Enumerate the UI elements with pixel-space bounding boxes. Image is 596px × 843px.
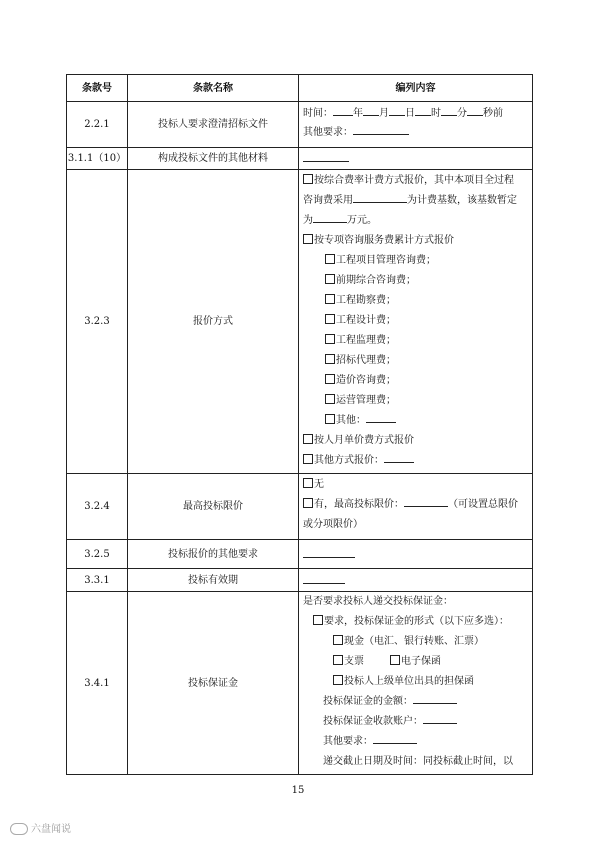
clause-no: 3.3.1	[67, 569, 128, 592]
option-text: 其他方式报价：	[314, 455, 384, 466]
blank-field[interactable]	[384, 452, 414, 463]
unit-text: 时	[431, 108, 441, 119]
table-row	[67, 592, 533, 775]
unit-text: 分	[457, 108, 467, 119]
header-clause-no: 条款号	[67, 75, 128, 102]
unit-text: 秒前	[483, 108, 503, 119]
checkbox[interactable]	[325, 254, 335, 264]
checkbox[interactable]	[303, 174, 313, 184]
fee-item	[303, 271, 528, 291]
option-text: 为	[303, 215, 313, 226]
checkbox[interactable]	[333, 635, 343, 645]
watermark-text: 六盘闻说	[31, 824, 71, 835]
option-text: 现金（电汇、银行转账、汇票）	[344, 636, 484, 647]
clause-no: 3.2.5	[67, 540, 128, 569]
checkbox[interactable]	[325, 374, 335, 384]
option-line	[303, 732, 528, 752]
table-row	[67, 474, 533, 540]
clause-name: 报价方式	[128, 170, 299, 474]
option-line	[303, 431, 528, 451]
blank-field[interactable]	[353, 192, 407, 203]
checkbox[interactable]	[333, 655, 343, 665]
header-clause-name: 条款名称	[128, 75, 299, 102]
checkbox[interactable]	[325, 274, 335, 284]
option-line	[303, 752, 528, 772]
clause-name: 最高投标限价	[128, 474, 299, 540]
option-line	[303, 712, 528, 732]
fee-item-label: 招标代理费；	[336, 355, 396, 366]
checkbox[interactable]	[325, 394, 335, 404]
clause-no: 3.4.1	[67, 592, 128, 775]
clause-name: 投标人要求澄清招标文件	[128, 102, 299, 148]
option-text: 投标人上级单位出具的担保函	[344, 676, 474, 687]
clause-content	[299, 148, 533, 170]
time-line	[303, 104, 528, 123]
option-line	[303, 632, 528, 652]
fee-item-label: 工程监理费；	[336, 335, 396, 346]
fee-item	[303, 291, 528, 311]
clause-table	[66, 74, 533, 775]
fee-item	[303, 331, 528, 351]
clause-content	[299, 170, 533, 474]
checkbox[interactable]	[303, 434, 313, 444]
option-line	[303, 171, 528, 191]
option-line	[303, 672, 528, 692]
option-text: 要求，投标保证金的形式（以下应多选）：	[324, 616, 509, 627]
page-number: 15	[291, 785, 305, 796]
table-row	[67, 569, 533, 592]
checkbox[interactable]	[325, 314, 335, 324]
blank-field[interactable]	[467, 105, 483, 116]
header-row	[67, 75, 533, 102]
checkbox[interactable]	[325, 354, 335, 364]
blank-field[interactable]	[303, 573, 345, 584]
checkbox[interactable]	[303, 498, 313, 508]
option-text: 或分项限价）	[303, 519, 363, 530]
blank-field[interactable]	[423, 713, 457, 724]
blank-field[interactable]	[353, 124, 409, 135]
option-text: 投标保证金收款账户：	[323, 716, 423, 727]
option-text: 电子保函	[401, 656, 441, 667]
blank-field[interactable]	[404, 496, 448, 507]
option-line	[303, 515, 528, 535]
option-text: 按人月单价费方式报价	[314, 435, 414, 446]
clause-no: 3.2.4	[67, 474, 128, 540]
clause-content	[299, 102, 533, 148]
fee-item	[303, 311, 528, 331]
blank-field[interactable]	[313, 212, 347, 223]
blank-field[interactable]	[415, 105, 431, 116]
option-line	[303, 191, 528, 211]
clause-no: 3.1.1（10）	[67, 148, 128, 170]
blank-field[interactable]	[303, 151, 349, 162]
fee-item	[303, 371, 528, 391]
clause-name: 投标有效期	[128, 569, 299, 592]
header-content: 编列内容	[299, 75, 533, 102]
checkbox[interactable]	[303, 454, 313, 464]
option-line	[303, 592, 528, 612]
option-text: 递交截止日期及时间：同投标截止时间，以	[323, 756, 513, 767]
clause-content	[299, 569, 533, 592]
clause-no: 2.2.1	[67, 102, 128, 148]
unit-text: 年	[353, 108, 363, 119]
option-text: 为计费基数，该基数暂定	[407, 195, 517, 206]
table-row	[67, 170, 533, 474]
blank-field[interactable]	[303, 547, 355, 558]
option-line	[303, 612, 528, 632]
blank-field[interactable]	[366, 412, 396, 423]
table-row	[67, 148, 533, 170]
blank-field[interactable]	[363, 105, 379, 116]
fee-item-label: 工程项目管理咨询费；	[336, 255, 436, 266]
checkbox[interactable]	[325, 414, 335, 424]
option-text: 万元。	[347, 215, 377, 226]
blank-field[interactable]	[333, 105, 353, 116]
blank-field[interactable]	[413, 693, 457, 704]
checkbox[interactable]	[390, 655, 400, 665]
option-text: 投标保证金的金额：	[323, 696, 413, 707]
option-text: 有，最高投标限价：	[314, 499, 404, 510]
fee-item-label: 其他：	[336, 415, 366, 426]
checkbox[interactable]	[325, 334, 335, 344]
option-line	[303, 211, 528, 231]
option-text: 按专项咨询服务费累计方式报价	[314, 235, 454, 246]
clause-name: 投标报价的其他要求	[128, 540, 299, 569]
blank-field[interactable]	[373, 733, 417, 744]
option-text: 咨询费采用	[303, 195, 353, 206]
fee-item	[303, 411, 528, 431]
fee-item	[303, 251, 528, 271]
unit-text: 日	[405, 108, 415, 119]
clause-content	[299, 540, 533, 569]
table-row	[67, 540, 533, 569]
blank-field[interactable]	[389, 105, 405, 116]
checkbox[interactable]	[303, 234, 313, 244]
option-text: 是否要求投标人递交投标保证金：	[303, 596, 453, 607]
clause-name: 构成投标文件的其他材料	[128, 148, 299, 170]
option-line	[303, 475, 528, 495]
clause-content	[299, 592, 533, 775]
fee-item-label: 造价咨询费；	[336, 375, 396, 386]
fee-item-label: 运营管理费；	[336, 395, 396, 406]
fee-item-label: 工程勘察费；	[336, 295, 396, 306]
option-line	[303, 652, 528, 672]
option-line	[303, 495, 528, 515]
fee-item-label: 前期综合咨询费；	[336, 275, 416, 286]
option-text: 按综合费率计费方式报价，其中本项目全过程	[314, 175, 514, 186]
checkbox[interactable]	[333, 675, 343, 685]
chat-bubble-icon	[10, 823, 28, 835]
option-line	[303, 692, 528, 712]
unit-text: 月	[379, 108, 389, 119]
fee-item	[303, 351, 528, 371]
watermark	[10, 820, 71, 835]
other-label: 其他要求：	[303, 127, 353, 138]
blank-field[interactable]	[441, 105, 457, 116]
table-row	[67, 102, 533, 148]
time-label: 时间：	[303, 108, 333, 119]
fee-item	[303, 391, 528, 411]
option-line	[303, 451, 528, 471]
option-text: （可设置总限价	[448, 499, 518, 510]
option-text: 支票	[344, 656, 364, 667]
option-text: 无	[314, 479, 324, 490]
option-line	[303, 231, 528, 251]
checkbox[interactable]	[303, 478, 313, 488]
clause-no: 3.2.3	[67, 170, 128, 474]
checkbox[interactable]	[325, 294, 335, 304]
other-line	[303, 123, 528, 142]
clause-content	[299, 474, 533, 540]
fee-item-label: 工程设计费；	[336, 315, 396, 326]
checkbox[interactable]	[313, 615, 323, 625]
option-text: 其他要求：	[323, 736, 373, 747]
clause-name: 投标保证金	[128, 592, 299, 775]
